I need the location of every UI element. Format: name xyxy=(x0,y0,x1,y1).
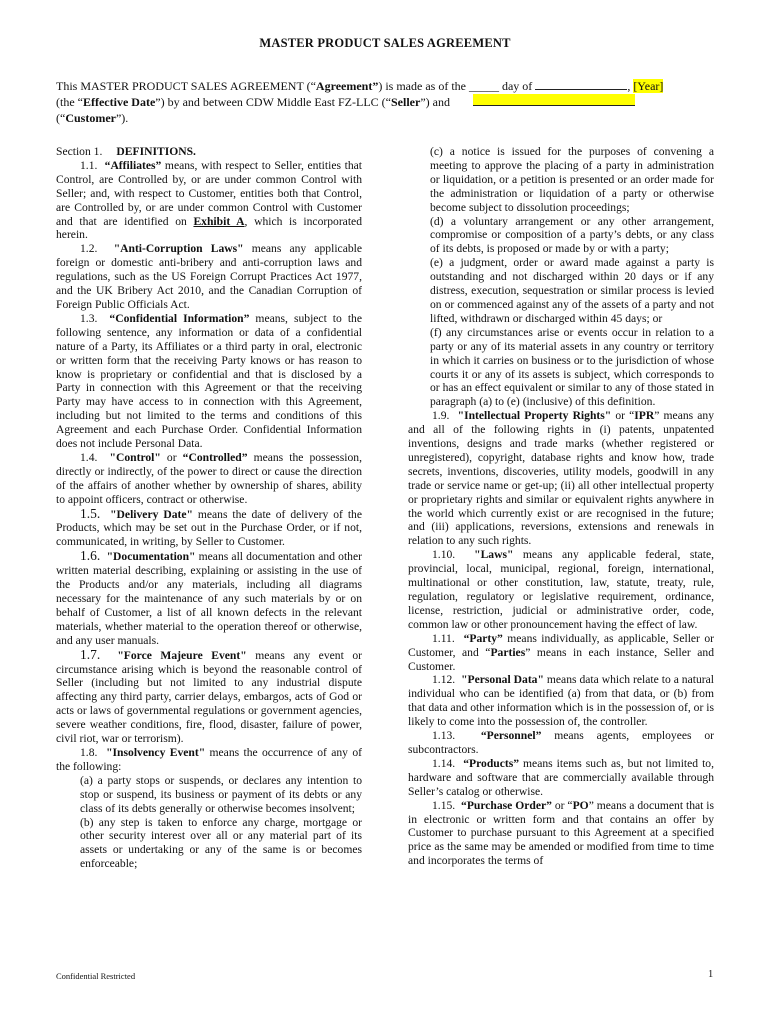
definition-1-10 xyxy=(408,548,714,631)
document-title: MASTER PRODUCT SALES AGREEMENT xyxy=(259,36,511,50)
defined-term: “Party” xyxy=(463,631,503,645)
definition-1-2 xyxy=(56,242,362,312)
definition-1-12 xyxy=(408,673,714,729)
defined-term: "Documentation" xyxy=(106,550,196,564)
section-heading xyxy=(56,145,362,159)
definition-1-5 xyxy=(56,507,362,550)
intro-text: (the “ xyxy=(56,95,83,109)
defined-term: "Intellectual Property Rights" xyxy=(457,409,612,423)
definition-1-13 xyxy=(408,729,714,757)
definition-text: means items such as, but not limited to, hardware and software that are commercially available through Seller’s catalog or otherwise. xyxy=(408,756,715,798)
definition-text: or “ xyxy=(611,409,635,423)
clause-number: 1.12. xyxy=(432,673,456,687)
defined-term: "Force Majeure Event" xyxy=(117,648,247,662)
intro-line-3 xyxy=(56,110,716,126)
page-number: 1 xyxy=(708,969,714,980)
intro-paragraph xyxy=(56,78,716,126)
confidentiality-footer: Confidential Restricted xyxy=(56,971,136,981)
effective-date-term: Effective Date xyxy=(82,95,156,109)
definition-text: means agents, employees or subcontractors. xyxy=(408,729,715,756)
left-column xyxy=(56,145,362,871)
definition-text: ” means a document that is in electronic or written form and that contains an offer by Customer to purchase pursuant to this Agreement at a specified price as the same may be amended or modified from time to time and incorporates the terms of xyxy=(408,798,715,868)
definition-text: means any event or circumstance arising which is beyond the reasonable control of Seller (including but not limited to any industrial dispute affecting any third party, carrier delays, embargos, acts of God or acts or laws of governmental regulations or government agencies, severe weather conditions, fire, flood, disaster, failure of power, civil riot, war or terrorism). xyxy=(56,648,362,746)
insolvency-item-a: (a) a party stops or suspends, or declares any intention to stop or suspend, its business or payment of its debts or any class of its debts generally or otherwise becomes insolvent; xyxy=(80,773,362,815)
intro-line-1 xyxy=(56,78,716,94)
definition-text: means any applicable federal, state, provincial, local, municipal, regional, foreign, international, multinational or other constitution, law, statute, treaty, rule, regulation, regulatory or legislative requirement, ordinance, license, restriction, judicial or administrative order, code, common law or other pronouncement having the effect of law. xyxy=(408,548,715,631)
definition-text: ” xyxy=(654,409,660,423)
insolvency-item-d: (d) a voluntary arrangement or any other arrangement, compromise or composition of a party’s debts, or any class of its debts, is proposed or made by or with a party; xyxy=(430,214,714,256)
intro-text: ) is made as of the _____ day of xyxy=(378,79,533,93)
clause-number: 1.3. xyxy=(80,311,98,325)
definition-1-3 xyxy=(56,312,362,451)
agreement-term: Agreement” xyxy=(315,79,379,93)
defined-term: IPR xyxy=(634,409,655,423)
right-column xyxy=(408,145,714,868)
insolvency-item-f: (f) any circumstances arise or events occur in relation to a party or any of its material assets in any country or territory in which it carries on business or to the jurisdiction of whose courts it or any of its assets is subject, which corresponds to or has an effect equivalent or similar to any of those stated in paragraph (a) to (e) (inclusive) of this definition. xyxy=(430,325,714,409)
clause-number: 1.11. xyxy=(432,631,455,645)
defined-term: “Personnel” xyxy=(480,729,542,743)
defined-term: “Products” xyxy=(463,756,520,770)
customer-name-blank[interactable] xyxy=(473,94,635,106)
definition-text: or “ xyxy=(551,798,573,812)
clause-number: 1.15. xyxy=(432,798,456,812)
intro-text: (“ xyxy=(56,111,66,125)
insolvency-item-c: (c) a notice is issued for the purposes of convening a meeting to approve the placing of a party in administration or liquidation, or a petition is presented or an order made for the administration or liquidation of a party or otherwise become subject to dissolution proceedings; xyxy=(430,145,714,214)
defined-term: "Insolvency Event" xyxy=(106,745,206,759)
definition-text: means, with respect to Seller, entities that Control, are Controlled by, or are under common Control with Seller; and, with respect to Customer, entities both that Control, are Controlled by, or are under common Control with Customer and that are identified on xyxy=(56,158,362,228)
definition-1-8 xyxy=(56,746,362,774)
section-title: DEFINITIONS. xyxy=(116,145,196,158)
clause-number: 1.7. xyxy=(80,646,101,662)
intro-text: This MASTER PRODUCT SALES AGREEMENT (“ xyxy=(56,79,316,93)
intro-text: ”) by and between CDW Middle East FZ-LLC (“ xyxy=(155,95,391,109)
definition-text: means the date of delivery of the Products, which may be set out in the Purchase Order, or if not, communicated, in writing, by Seller to Customer. xyxy=(56,507,362,549)
customer-term: Customer xyxy=(65,111,116,125)
definition-text: means, subject to the following sentence, any information or data of a confidential nature of a Party, its Affiliates or a third party in oral, electronic or written form that the receiving Party knows or has reason to know is proprietary or confidential and that is disclosed by a Party in connection with this Agreement or that the receiving Party may have access to in connection with this Agreement, including but not limited to the terms and conditions of this Agreement and each Purchase Order. Confidential Information does not include Personal Data. xyxy=(56,311,363,451)
defined-term: “Affiliates” xyxy=(104,158,162,172)
clause-number: 1.4. xyxy=(80,450,98,464)
defined-term: “Purchase Order” xyxy=(461,798,552,812)
year-placeholder[interactable]: [Year] xyxy=(633,79,664,93)
intro-text: , xyxy=(627,79,634,93)
definition-text: or xyxy=(160,450,183,464)
definition-1-4 xyxy=(56,451,362,507)
definition-text: means all documentation and other written material describing, explaining or assisting in the use of the Products and/or any materials, including all diagrams necessary for the maintenance of any such materials by or on behalf of Customer, a list of all known defects in the relevant materials, whether material to the operation thereof or otherwise, and any user manuals. xyxy=(56,550,362,647)
insolvency-item-b: (b) any step is taken to enforce any charge, mortgage or other security interest over all or any material part of its assets or undertaking or any of the same is or becomes enforceable; xyxy=(80,815,362,871)
clause-number: 1.5. xyxy=(80,505,101,521)
defined-term: “Controlled” xyxy=(182,450,248,464)
clause-number: 1.2. xyxy=(80,242,98,256)
definition-1-14 xyxy=(408,757,714,799)
exhibit-a-reference[interactable]: Exhibit A xyxy=(193,214,245,228)
clause-number: 1.10. xyxy=(432,548,456,562)
definition-text: means data which relate to a natural individual who can be identified (a) from that data, or (b) from that data and other information which is in the possession of, or is likely to come into the possession of, the controller. xyxy=(408,673,714,729)
definition-text: means individually, as applicable, Seller or Customer, and “ xyxy=(408,631,714,659)
definition-1-11 xyxy=(408,632,714,674)
definition-1-1 xyxy=(56,159,362,242)
definition-text: means the occurrence of any of the following: xyxy=(56,745,362,773)
definition-text: means any applicable foreign or domestic anti-bribery and anti-corruption laws and regulations, such as the US Foreign Corrupt Practices Act 1977, and the UK Bribery Act 2010, and the Canadian Corruption of Foreign Public Officials Act. xyxy=(56,242,363,311)
intro-text: ”). xyxy=(115,111,129,125)
intro-text: ”) and xyxy=(420,95,450,109)
defined-term: "Delivery Date" xyxy=(110,507,193,521)
defined-term: "Laws" xyxy=(474,548,514,562)
section-number: Section 1. xyxy=(56,145,103,158)
definition-1-15 xyxy=(408,799,714,869)
definition-1-6 xyxy=(56,549,362,647)
definition-1-7 xyxy=(56,648,362,746)
seller-term: Seller xyxy=(391,95,421,109)
clause-number: 1.14. xyxy=(432,756,456,770)
defined-term: "Control" xyxy=(109,450,161,464)
clause-number: 1.1. xyxy=(80,158,98,172)
clause-number: 1.13. xyxy=(432,729,456,743)
defined-term: Parties xyxy=(490,645,526,659)
definition-1-9 xyxy=(408,409,714,548)
clause-number: 1.6. xyxy=(80,548,101,564)
clause-number: 1.8. xyxy=(80,745,98,759)
defined-term: "Anti-Corruption Laws" xyxy=(113,242,244,256)
insolvency-item-e: (e) a judgment, order or award made against a party is outstanding and not discharged within 20 days or if any distress, execution, sequestration or similar process is levied on or commenced against any of the assets of a party and not lifted, withdrawn or discharged within 45 days; or xyxy=(430,256,714,325)
definition-text: means any and all of the following rights in (i) patents, unpatented inventions, designs and trade marks (whether registered or unregistered), copyright, database rights and know how, trade secrets, inventions, discoveries, utility models, goodwill in any trade or service name or get-up; (ii) all other intellectual property or proprietary rights and similar or equivalent rights anywhere in the world which currently exist or are recognised in the future; and (iii) applications, reversions, extensions and renewals in relation to any such rights. xyxy=(408,409,715,548)
definition-text: , which is incorporated herein. xyxy=(56,214,362,242)
definition-text: ” means in each instance, Seller and Customer. xyxy=(408,645,715,673)
clause-number: 1.9. xyxy=(432,409,450,423)
definition-text: means the possession, directly or indirectly, of the power to direct or cause the direction of the affairs of another whether by ownership of shares, ability to appoint officers, contract or otherwise. xyxy=(56,450,362,506)
intro-line-2 xyxy=(56,94,716,110)
defined-term: "Personal Data" xyxy=(461,673,544,687)
defined-term: “Confidential Information” xyxy=(109,311,250,325)
defined-term: PO xyxy=(572,798,589,812)
month-blank[interactable] xyxy=(535,78,627,90)
